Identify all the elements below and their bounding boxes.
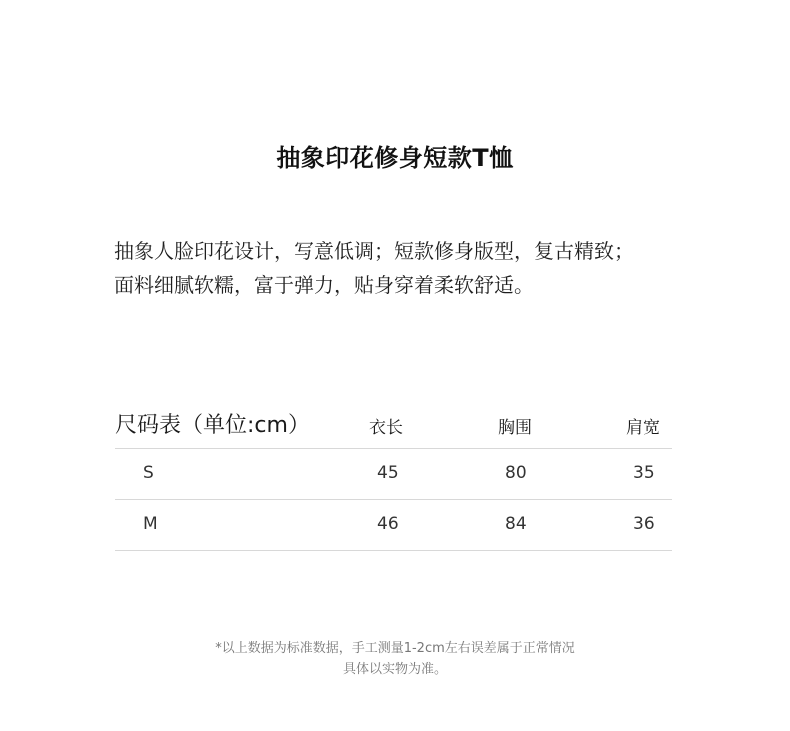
table-row: [115, 500, 672, 551]
product-description: [114, 234, 714, 302]
column-header-length: 衣长: [369, 418, 403, 438]
size-cell: S: [143, 463, 154, 483]
shoulder-cell: 35: [633, 463, 655, 483]
column-header-chest: 胸围: [498, 418, 532, 438]
measurement-footnote: [0, 638, 790, 680]
length-cell: 46: [377, 514, 399, 534]
description-line: 面料细腻软糯，富于弹力，贴身穿着柔软舒适。: [114, 273, 534, 297]
table-row: [115, 449, 672, 500]
product-title: 抽象印花修身短款T恤: [276, 144, 514, 172]
column-header-shoulder: 肩宽: [626, 418, 660, 438]
length-cell: 45: [377, 463, 399, 483]
size-cell: M: [143, 514, 158, 534]
chest-cell: 80: [505, 463, 527, 483]
chest-cell: 84: [505, 514, 527, 534]
description-line: 抽象人脸印花设计，写意低调；短款修身版型，复古精致；: [114, 239, 634, 263]
footnote-line: 具体以实物为准。: [342, 662, 447, 677]
shoulder-cell: 36: [633, 514, 655, 534]
size-table: [115, 404, 672, 551]
size-table-title: 尺码表（单位:cm）: [115, 413, 310, 438]
footnote-line: *以上数据为标准数据，手工测量1-2cm左右误差属于正常情况: [215, 641, 575, 656]
size-table-header: [115, 404, 672, 449]
